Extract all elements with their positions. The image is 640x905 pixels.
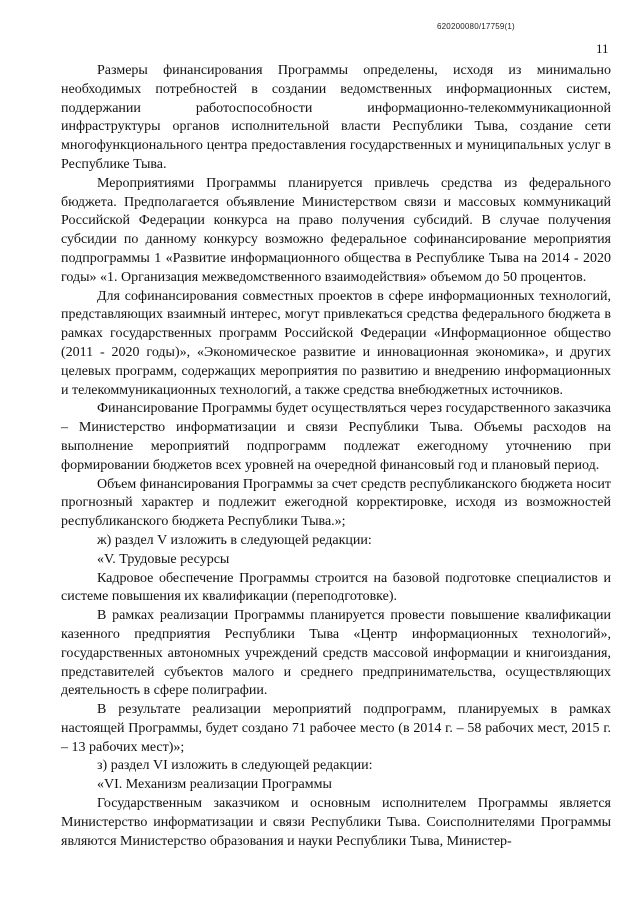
- paragraph-amendment-section-v: ж) раздел V изложить в следующей редакции:: [97, 532, 372, 548]
- paragraph-financing-volume: Объем финансирования Программы за счет средств республиканского бюджета носит прогнозный характер и подлежит ежегодной корректировке, исходя из возможностей республиканского бюджета Республики Тыва.»;: [61, 476, 611, 530]
- paragraph-state-customer: Государственным заказчиком и основным исполнителем Программы является Министерство информатизации и связи Республики Тыва. Соисполнителями Программы являются Министерство образования и науки Республики Тыва, Министер-: [61, 796, 611, 849]
- section-heading-implementation-mechanism: «VI. Механизм реализации Программы: [97, 777, 332, 793]
- paragraph-staffing: Кадровое обеспечение Программы строится на базовой подготовке специалистов и системе повышения их квалификации (переподготовке).: [61, 570, 611, 605]
- paragraph-federal-budget: Мероприятиями Программы планируется привлечь средства из федерального бюджета. Предполагается объявление Министерством связи и массовых коммуникаций Российской Федерации конкурса на право получения субсидий. В случае получения субсидии по данному конкурсу возможно федеральное софинансирование мероприятия подпрограммы 1 «Развитие информационного общества в Республике Тыва на 2014 - 2020 годы» «1. Организация межведомственного взаимодействия» объемом до 50 процентов.: [61, 175, 611, 285]
- section-heading-labor-resources: «V. Трудовые ресурсы: [97, 551, 230, 567]
- paragraph-jobs-created: В результате реализации мероприятий подпрограмм, планируемых в рамках настоящей Программы, будет создано 71 рабочее место (в 2014 г. – 58 рабочих мест, 2015 г. – 13 рабочих мест)»;: [61, 702, 611, 755]
- document-body: [61, 62, 611, 851]
- paragraph-qualification: В рамках реализации Программы планируется провести повышение квалификации казенного предприятия Республики Тыва «Центр информационных технологий», государственных автономных учреждений средств массовой информации и книгоиздания, представителей субъектов малого и среднего предпринимательства, осуществляющих деятельность в сфере полиграфии.: [61, 608, 611, 699]
- paragraph-cofinancing: Для софинансирования совместных проектов в сфере информационных технологий, представляющих взаимный интерес, могут привлекаться средства федерального бюджета в рамках государственных программ Российской Федерации «Информационное общество (2011 - 2020 годы)», «Экономическое развитие и инновационная экономика», и других целевых программ, содержащих мероприятия по развитию и внедрению информационных и телекоммуникационных технологий, а также средства внебюджетных источников.: [61, 288, 611, 398]
- paragraph-program-financing: Финансирование Программы будет осуществляться через государственного заказчика – Министерство информатизации и связи Республики Тыва. Объемы расходов на выполнение мероприятий подпрограмм подлежат ежегодному уточнению при формировании бюджетов всех уровней на очередной финансовый год и плановый период.: [61, 401, 611, 473]
- page-number: 11: [596, 41, 609, 56]
- document-id: 620200080/17759(1): [437, 22, 515, 31]
- paragraph-amendment-section-vi: з) раздел VI изложить в следующей редакции:: [97, 758, 373, 774]
- paragraph-financing-sizes: Размеры финансирования Программы определены, исходя из минимально необходимых потребностей в создании ведомственных информационных систем, поддержании работоспособности информационно-телекоммуникационной инфраструктуры органов исполнительной власти Республики Тыва, создание сети многофункционального центра предоставления государственных и муниципальных услуг в Республике Тыва.: [61, 63, 611, 172]
